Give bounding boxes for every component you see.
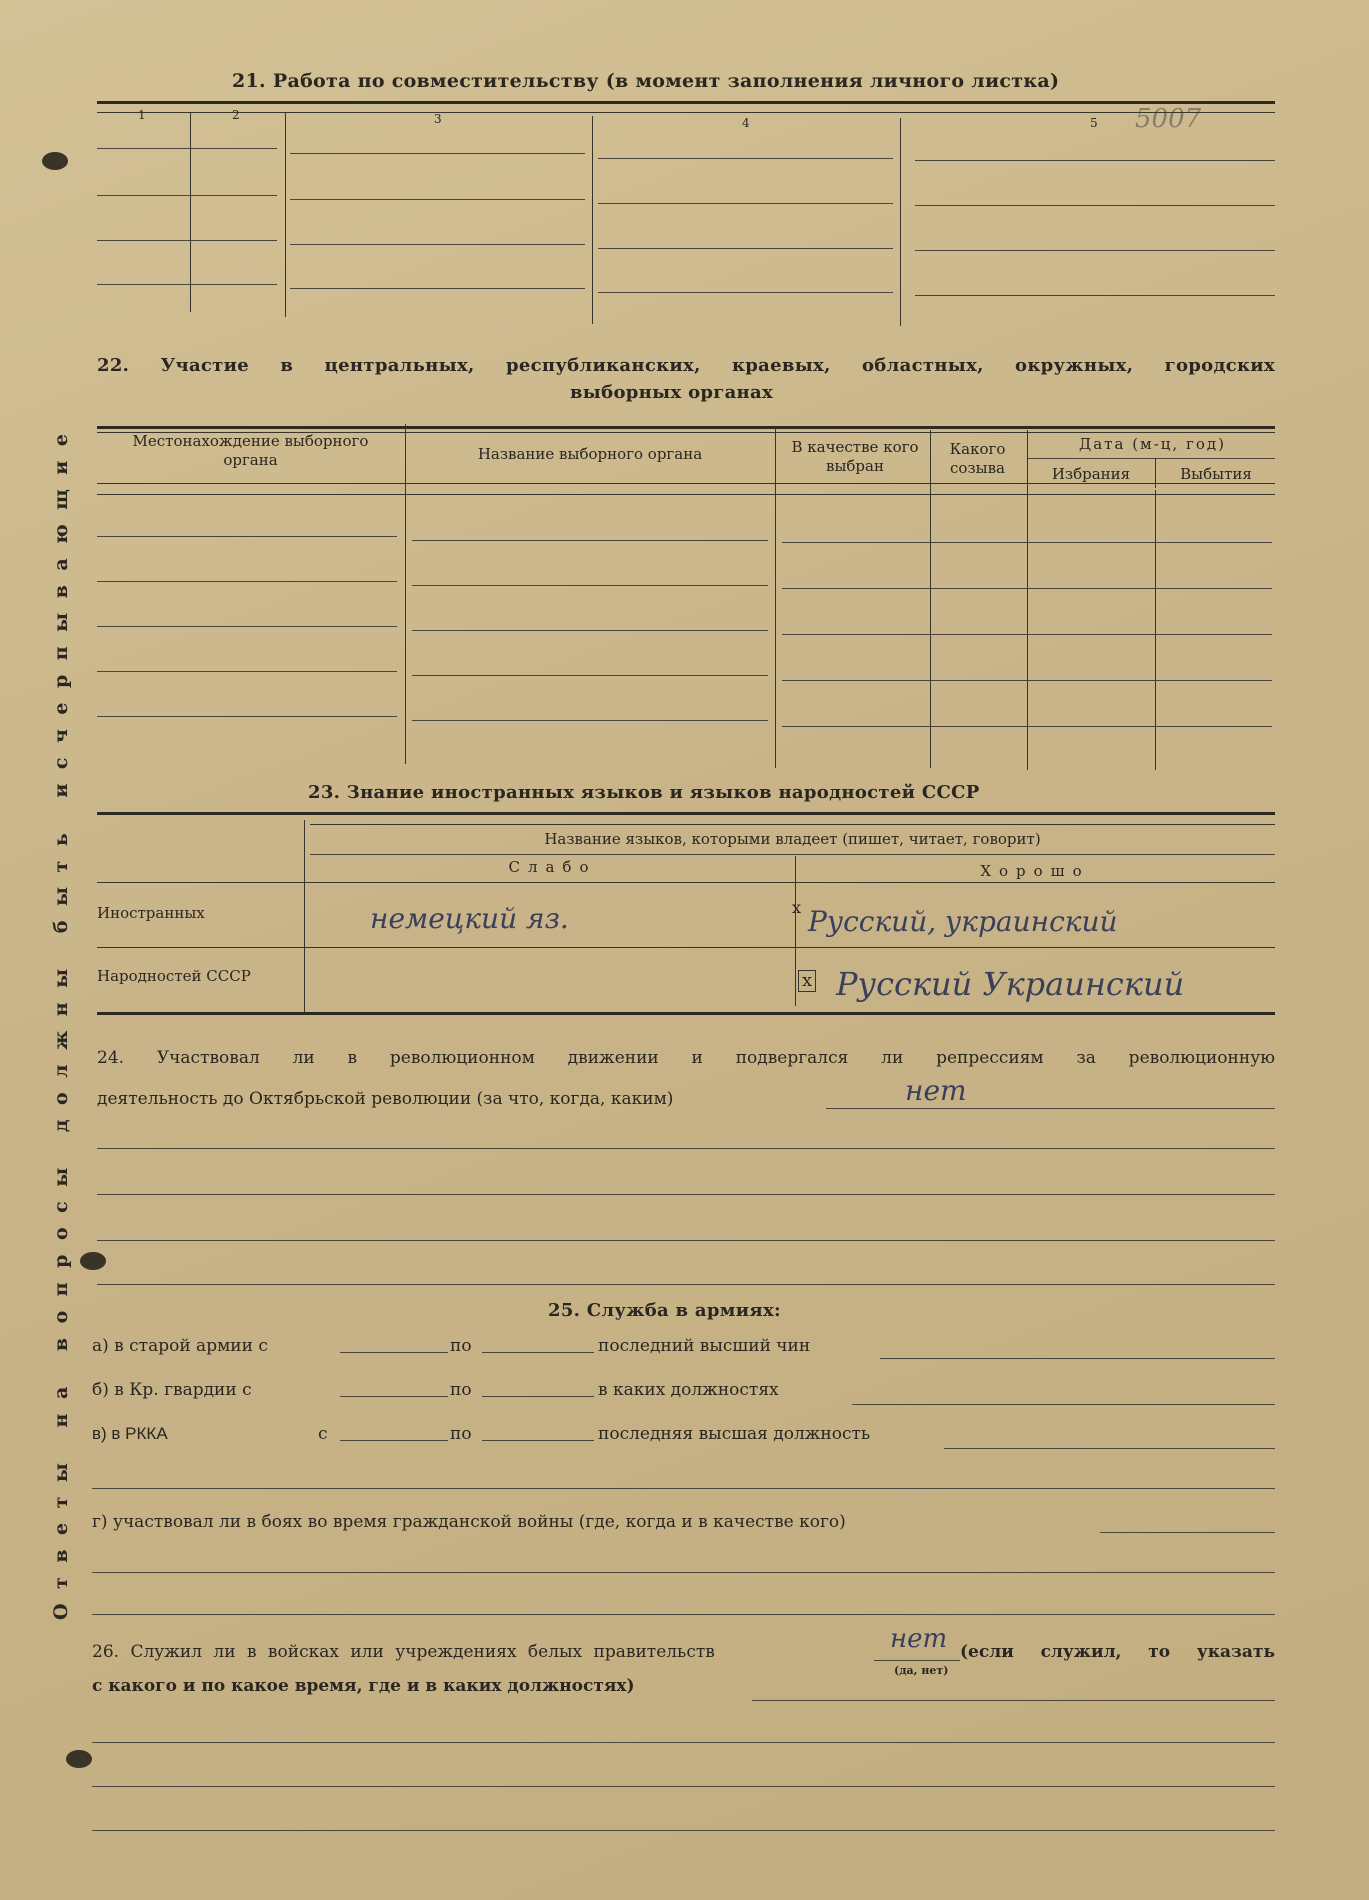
section-22-title-line1: 22. Участие в центральных, республиканских, краевых, областных, окружных, городских	[97, 355, 1275, 376]
s25-b-from-line	[340, 1396, 448, 1397]
s26-line1-a: 26. Служил ли в войсках или учреждениях белых правительств	[92, 1642, 715, 1662]
s25-a-to-line	[482, 1352, 594, 1353]
s24-answer: нет	[905, 1074, 967, 1107]
s22-col-date: Дата (м-ц, год)	[1079, 435, 1226, 453]
s21-row-line-12	[598, 292, 893, 293]
section-23-title: 23. Знание иностранных языков и языков народностей СССР	[308, 782, 980, 803]
s21-row-line-11	[598, 248, 893, 249]
s21-row-line-16	[915, 295, 1275, 296]
punch-hole-middle	[80, 1252, 106, 1270]
section-22-title-line2: выборных органах	[570, 382, 774, 403]
s25-c-extra-line	[92, 1488, 1275, 1489]
s25-a-label: а) в старой армии с	[92, 1336, 268, 1356]
s24-answer-line	[826, 1108, 1275, 1109]
section-21-top-rule-2	[97, 112, 1275, 113]
s22-row-line-15	[782, 726, 1272, 727]
s22-row-line-8	[412, 630, 768, 631]
s23-ussr-mark: x	[798, 970, 816, 992]
s22-header-bottom	[97, 483, 1275, 484]
s22-row-line-7	[412, 585, 768, 586]
s22-vline-1	[405, 424, 406, 764]
s22-col-convocation: Какого созыва	[949, 440, 1006, 477]
section-21-top-rule	[97, 101, 1275, 104]
s26-line2-end	[752, 1700, 1275, 1701]
corner-archive-number: 5007	[1135, 104, 1202, 134]
s25-b-mid: по	[450, 1380, 472, 1400]
s22-row-line-1	[97, 536, 397, 537]
s25-c-from: с	[318, 1424, 328, 1444]
s22-row-line-6	[412, 540, 768, 541]
s21-col-5: 5	[1090, 116, 1098, 130]
s23-foreign-mark: x	[792, 898, 802, 917]
s26-line-b	[92, 1786, 1275, 1787]
s22-row-line-9	[412, 675, 768, 676]
s23-row-foreign: Иностранных	[97, 904, 205, 922]
s22-col-elected: Избрания	[1051, 465, 1131, 483]
s21-col-3: 3	[434, 112, 442, 126]
s22-row-line-3	[97, 626, 397, 627]
s25-d-line-a	[92, 1572, 1275, 1573]
s21-row-line-15	[915, 250, 1275, 251]
s23-vline-2	[795, 856, 796, 1006]
s23-foreign-good-value: Русский, украинский	[808, 905, 1118, 938]
punch-hole-top	[42, 152, 68, 170]
s25-b-end-line	[852, 1404, 1275, 1405]
s25-b-to-line	[482, 1396, 594, 1397]
s23-header-bottom	[97, 882, 1275, 883]
s23-ussr-good-value: Русский Украинский	[836, 965, 1185, 1003]
s24-line1: 24. Участвовал ли в революционном движении и подвергался ли репрессиям за революционную	[97, 1048, 1275, 1068]
s21-col-2: 2	[232, 108, 240, 122]
s21-row-line-1	[97, 148, 277, 149]
s22-col-role: В качестве кого выбран	[791, 438, 919, 475]
s23-header: Название языков, которыми владеет (пишет, читает, говорит)	[544, 830, 1041, 848]
s25-a-end-line	[880, 1358, 1275, 1359]
s25-c-to-line	[482, 1440, 594, 1441]
s25-c-label: в) в РККА	[92, 1424, 168, 1443]
s22-row-line-13	[782, 634, 1272, 635]
s21-vline-3	[592, 116, 593, 324]
s22-row-line-5	[97, 716, 397, 717]
s24-line2: деятельность до Октябрьской революции (за что, когда, каким)	[97, 1089, 674, 1109]
s22-vline-3	[930, 430, 931, 768]
s22-vline-2	[775, 428, 776, 768]
s22-vline-5	[1155, 490, 1156, 770]
s22-row-line-4	[97, 671, 397, 672]
s21-row-line-13	[915, 160, 1275, 161]
s22-row-line-14	[782, 680, 1272, 681]
s21-row-line-10	[598, 203, 893, 204]
s21-row-line-2	[97, 195, 277, 196]
s25-c-end-line	[944, 1448, 1275, 1449]
s21-vline-2	[285, 112, 286, 317]
s23-foreign-weak-value: немецкий яз.	[370, 902, 569, 935]
s25-c-end: последняя высшая должность	[598, 1424, 871, 1444]
s22-row-line-2	[97, 581, 397, 582]
section-21-title: 21. Работа по совместительству (в момент заполнения личного листка)	[232, 70, 1060, 92]
s26-answer-line	[874, 1660, 960, 1661]
s21-row-line-8	[290, 288, 585, 289]
s25-c-mid: по	[450, 1424, 472, 1444]
s22-row-line-12	[782, 588, 1272, 589]
punch-hole-bottom	[66, 1750, 92, 1768]
s25-d-label: г) участвовал ли в боях во время гражданской войны (где, когда и в качестве кого)	[92, 1512, 846, 1532]
s21-row-line-4	[97, 284, 277, 285]
section-23-top-rule	[97, 812, 1275, 815]
s22-vline-4	[1027, 430, 1028, 770]
s25-d-line-b	[92, 1614, 1275, 1615]
s23-col-weak: Слабо	[508, 858, 597, 876]
s26-hint: (да, нет)	[894, 1664, 949, 1677]
s21-row-line-7	[290, 244, 585, 245]
s21-vline-1	[190, 112, 191, 312]
s26-line-a	[92, 1742, 1275, 1743]
s22-date-subrule	[1027, 458, 1275, 459]
s23-bottom-rule	[97, 1012, 1275, 1015]
s24-line-b	[97, 1194, 1275, 1195]
s21-row-line-6	[290, 199, 585, 200]
s21-row-line-3	[97, 240, 277, 241]
s26-line-c	[92, 1830, 1275, 1831]
s25-a-from-line	[340, 1352, 448, 1353]
s25-title: 25. Служба в армиях:	[548, 1300, 781, 1321]
s23-header-subrule	[310, 854, 1275, 855]
s21-row-line-14	[915, 205, 1275, 206]
s26-line1-b: (если служил, то указать	[960, 1642, 1275, 1662]
s24-line-c	[97, 1240, 1275, 1241]
s23-row-ussr: Народностей СССР	[97, 967, 251, 985]
s21-row-line-9	[598, 158, 893, 159]
s21-col-4: 4	[742, 116, 750, 130]
s22-col-name: Название выборного органа	[477, 445, 703, 463]
s22-col-location: Местонахождение выборного органа	[132, 432, 369, 469]
s26-answer: нет	[890, 1624, 948, 1654]
side-margin-note: Ответы на вопросы должны быть исчерпывающие	[50, 419, 72, 1620]
s22-row-line-11	[782, 542, 1272, 543]
s21-col-1: 1	[138, 108, 146, 122]
s24-line-a	[97, 1148, 1275, 1149]
s22-row-line-10	[412, 720, 768, 721]
s21-row-line-5	[290, 153, 585, 154]
s25-a-end: последний высший чин	[598, 1336, 811, 1356]
section-22-top-rule	[97, 426, 1275, 429]
s25-d-end-line	[1100, 1532, 1275, 1533]
s22-header-bottom-2	[97, 494, 1275, 495]
s23-col-good: Хорошо	[980, 862, 1090, 880]
s25-a-mid: по	[450, 1336, 472, 1356]
s22-col-left: Выбытия	[1180, 465, 1252, 483]
s23-row-divider	[97, 947, 1275, 948]
s25-b-end: в каких должностях	[598, 1380, 779, 1400]
s26-line2: с какого и по какое время, где и в каких должностях)	[92, 1676, 635, 1696]
s25-b-label: б) в Кр. гвардии с	[92, 1380, 252, 1400]
s25-c-from-line	[340, 1440, 448, 1441]
section-23-top-rule-2	[310, 824, 1275, 825]
s23-vline-1	[304, 820, 305, 1012]
s21-vline-4	[900, 118, 901, 326]
s24-line-d	[97, 1284, 1275, 1285]
